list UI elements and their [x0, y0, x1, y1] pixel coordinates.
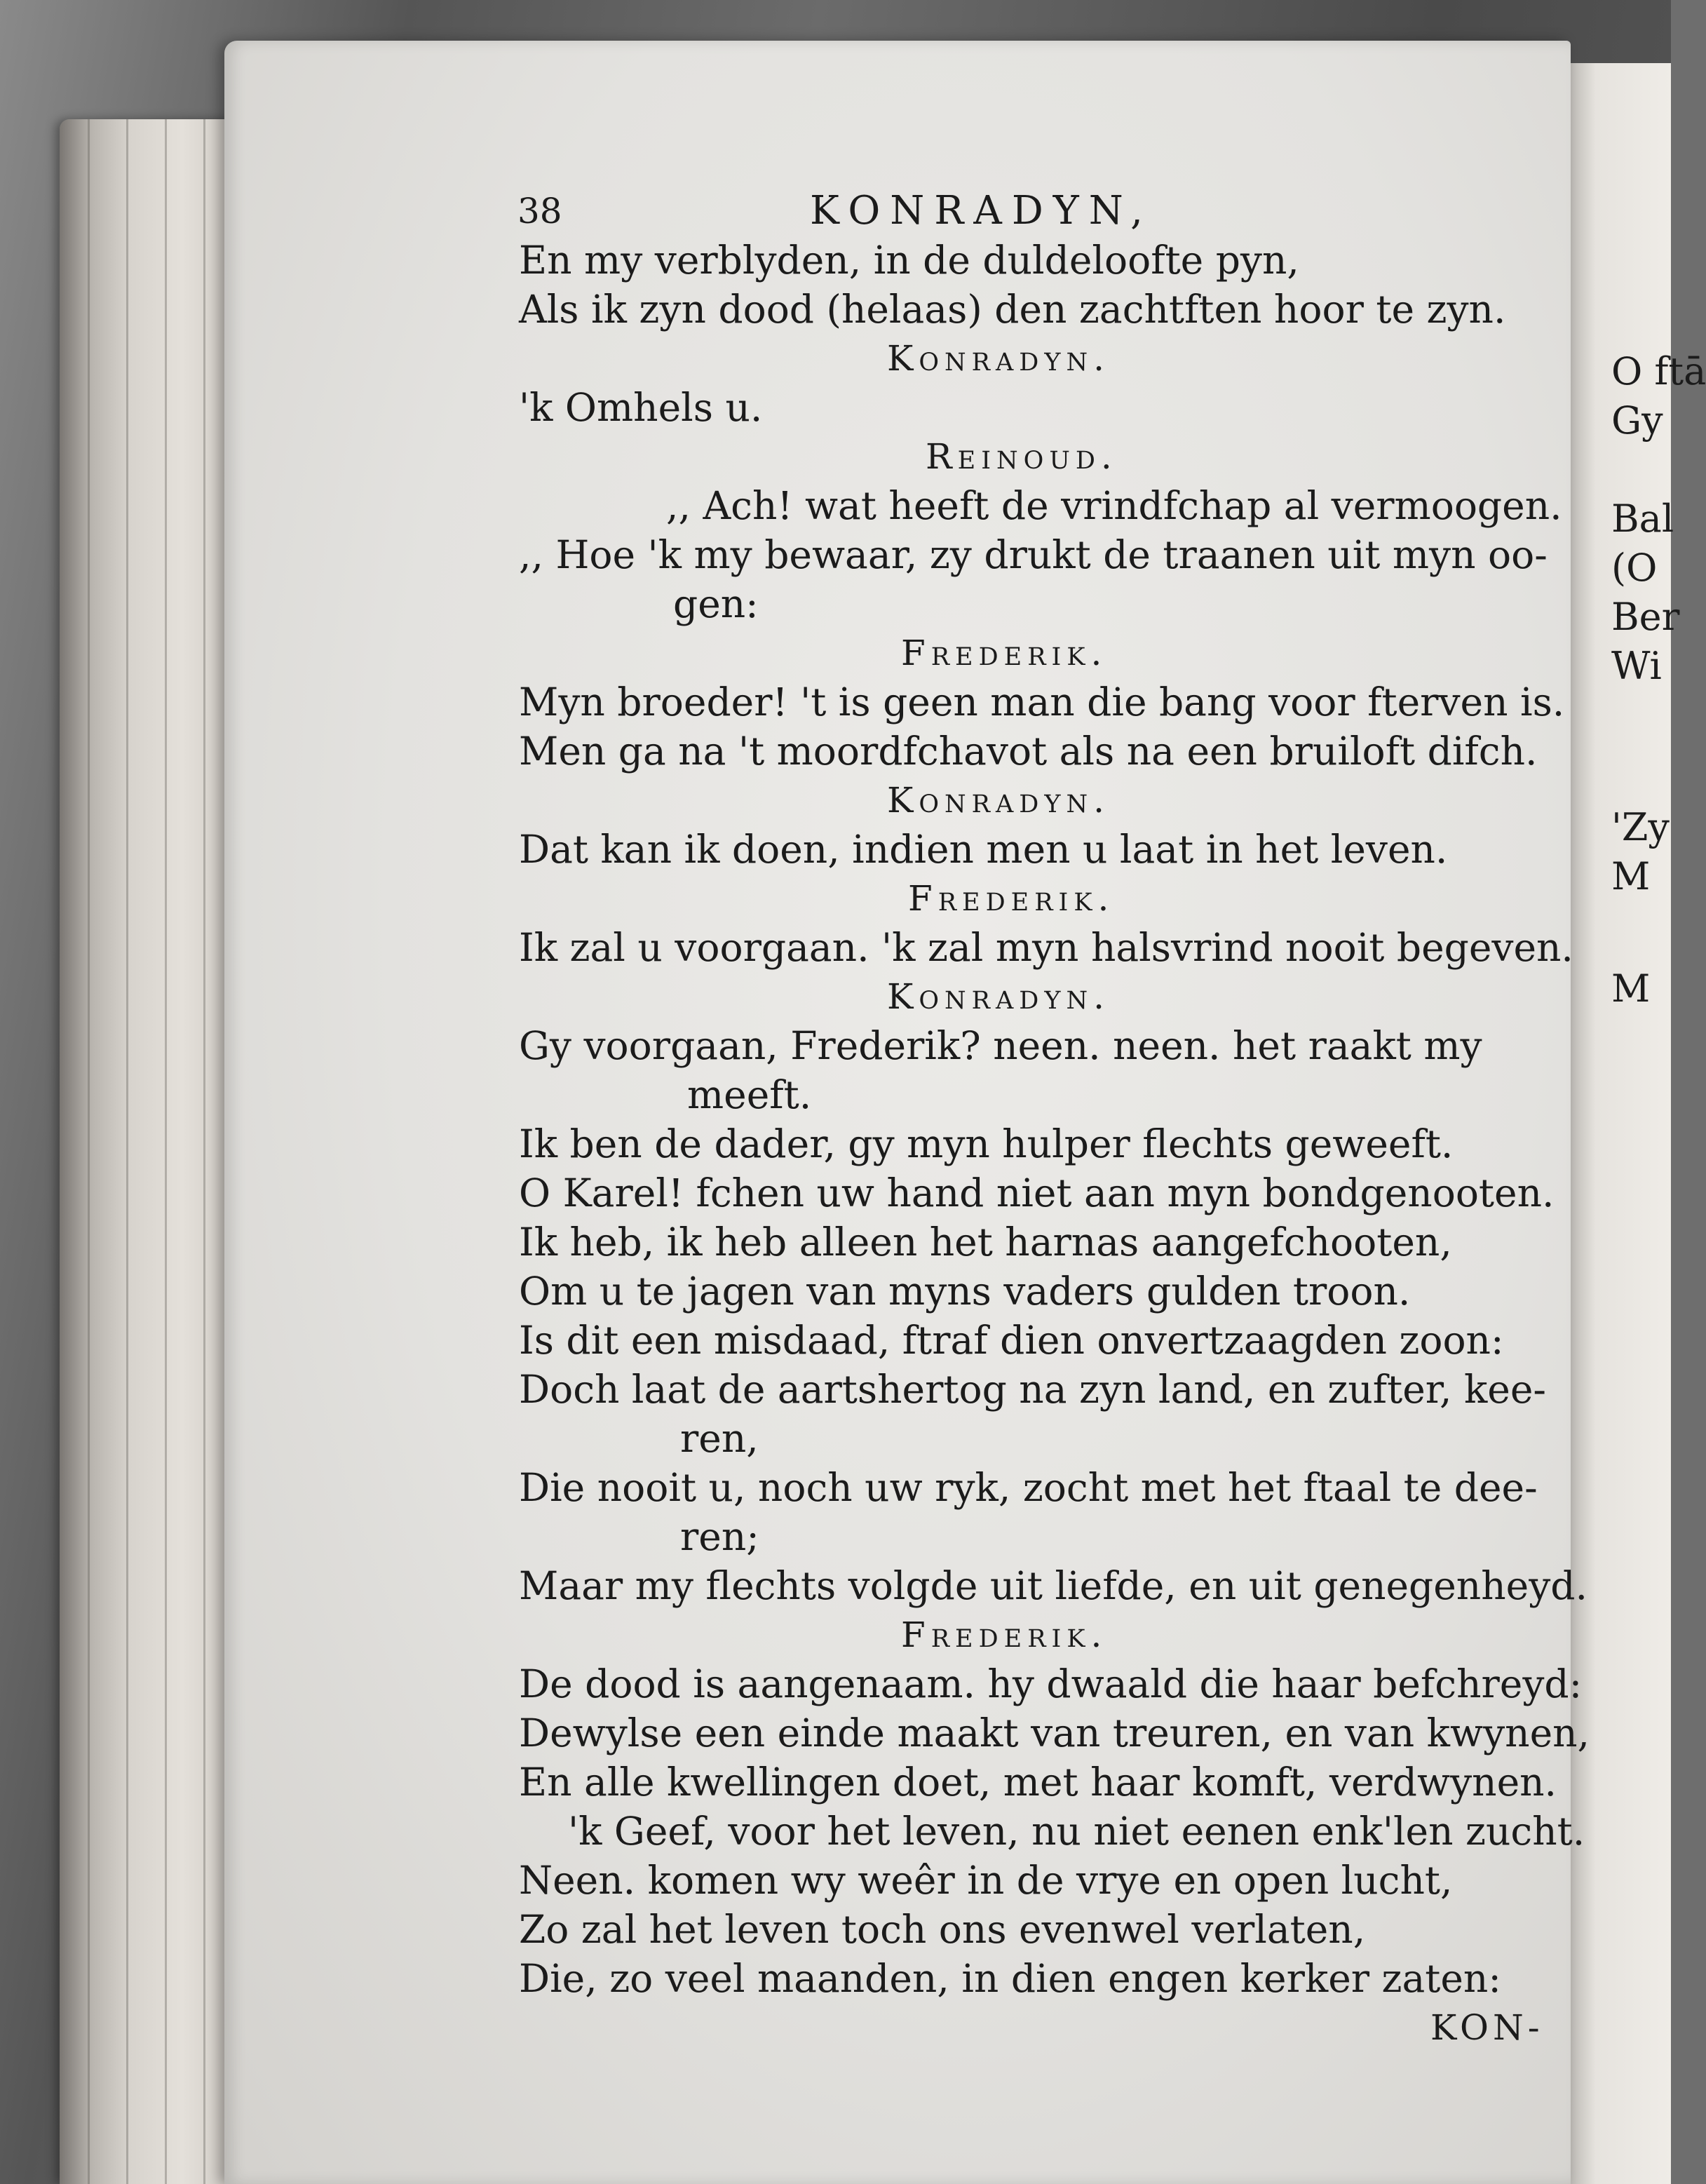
verse-line: meeft.	[687, 1072, 812, 1117]
verse-line: gen:	[673, 581, 759, 626]
verse-line: Dewylse een einde maakt van treuren, en van kwynen,	[519, 1711, 1590, 1755]
facing-fragment: Wi	[1611, 644, 1662, 688]
verse-line: Als ik zyn dood (helaas) den zachtften hoor te zyn.	[519, 287, 1506, 332]
book-page	[224, 41, 1590, 2184]
facing-fragment: Gy	[1611, 398, 1663, 443]
speaker-name: Konradyn.	[887, 338, 1110, 379]
verse-line: Neen. komen wy weêr in de vrye en open lucht,	[519, 1858, 1453, 1903]
verse-line: ,, Hoe 'k my bewaar, zy drukt de traanen uit myn oo-	[519, 532, 1548, 577]
book-page-edges	[60, 119, 235, 2184]
verse-line: 'k Geef, voor het leven, nu niet eenen enk'len zucht.	[568, 1809, 1585, 1854]
facing-fragment: M	[1611, 966, 1651, 1011]
verse-line: Myn broeder! 't is geen man die bang voor fterven is.	[519, 680, 1565, 724]
verse-line: Ik ben de dader, gy myn hulper flechts geweeft.	[519, 1121, 1454, 1166]
speaker-name: Frederik.	[901, 633, 1108, 673]
verse-line: 'k Omhels u.	[519, 385, 763, 430]
speaker-name: Konradyn.	[887, 780, 1110, 821]
verse-line: En my verblyden, in de duldeloofte pyn,	[519, 238, 1299, 283]
verse-line: Gy voorgaan, Frederik? neen. neen. het raakt my	[519, 1023, 1482, 1068]
verse-line: Men ga na 't moordfchavot als na een bruiloft difch.	[519, 729, 1538, 774]
verse-line: Zo zal het leven toch ons evenwel verlaten,	[519, 1907, 1366, 1952]
verse-line: ren;	[680, 1514, 759, 1559]
verse-line: Is dit een misdaad, ftraf dien onvertzaagden zoon:	[519, 1318, 1504, 1363]
verse-line: Maar my flechts volgde uit liefde, en uit genegenheyd.	[519, 1563, 1587, 1608]
verse-line: Doch laat de aartshertog na zyn land, en zufter, kee-	[519, 1367, 1546, 1412]
verse-line: Ik heb, ik heb alleen het harnas aangefchooten,	[519, 1220, 1452, 1265]
speaker-name: Frederik.	[908, 878, 1115, 919]
verse-line: Die nooit u, noch uw ryk, zocht met het ftaal te dee-	[519, 1465, 1538, 1510]
verse-line: O Karel! fchen uw hand niet aan myn bondgenooten.	[519, 1171, 1555, 1215]
facing-fragment: Ber	[1611, 595, 1680, 639]
page-number: 38	[517, 191, 562, 231]
running-head: KONRADYN,	[810, 188, 1153, 234]
verse-line: En alle kwellingen doet, met haar komft, verdwynen.	[519, 1760, 1557, 1805]
facing-fragment: O ftā	[1611, 349, 1706, 393]
verse-line: De dood is aangenaam. hy dwaald die haar befchreyd:	[519, 1661, 1583, 1706]
facing-fragment: M	[1611, 854, 1651, 898]
speaker-name: Reinoud.	[926, 436, 1118, 477]
speaker-name: Konradyn.	[887, 976, 1110, 1017]
speaker-name: Frederik.	[901, 1615, 1108, 1655]
verse-line: Die, zo veel maanden, in dien engen kerker zaten:	[519, 1956, 1501, 2001]
verse-line: Dat kan ik doen, indien men u laat in het leven.	[519, 827, 1448, 872]
verse-line: ,, Ach! wat heeft de vrindfchap al vermoogen.	[666, 483, 1562, 528]
verse-line: ren,	[680, 1416, 759, 1461]
verse-line: Ik zal u voorgaan. 'k zal myn halsvrind nooit begeven.	[519, 925, 1573, 970]
facing-fragment: (O	[1611, 546, 1658, 590]
verse-line: Om u te jagen van myns vaders gulden troon.	[519, 1269, 1411, 1314]
facing-page	[1571, 63, 1706, 2184]
facing-fragment: 'Zy	[1611, 805, 1670, 849]
facing-fragment: Bal	[1611, 497, 1674, 541]
catchword: KON-	[1430, 2007, 1544, 2048]
